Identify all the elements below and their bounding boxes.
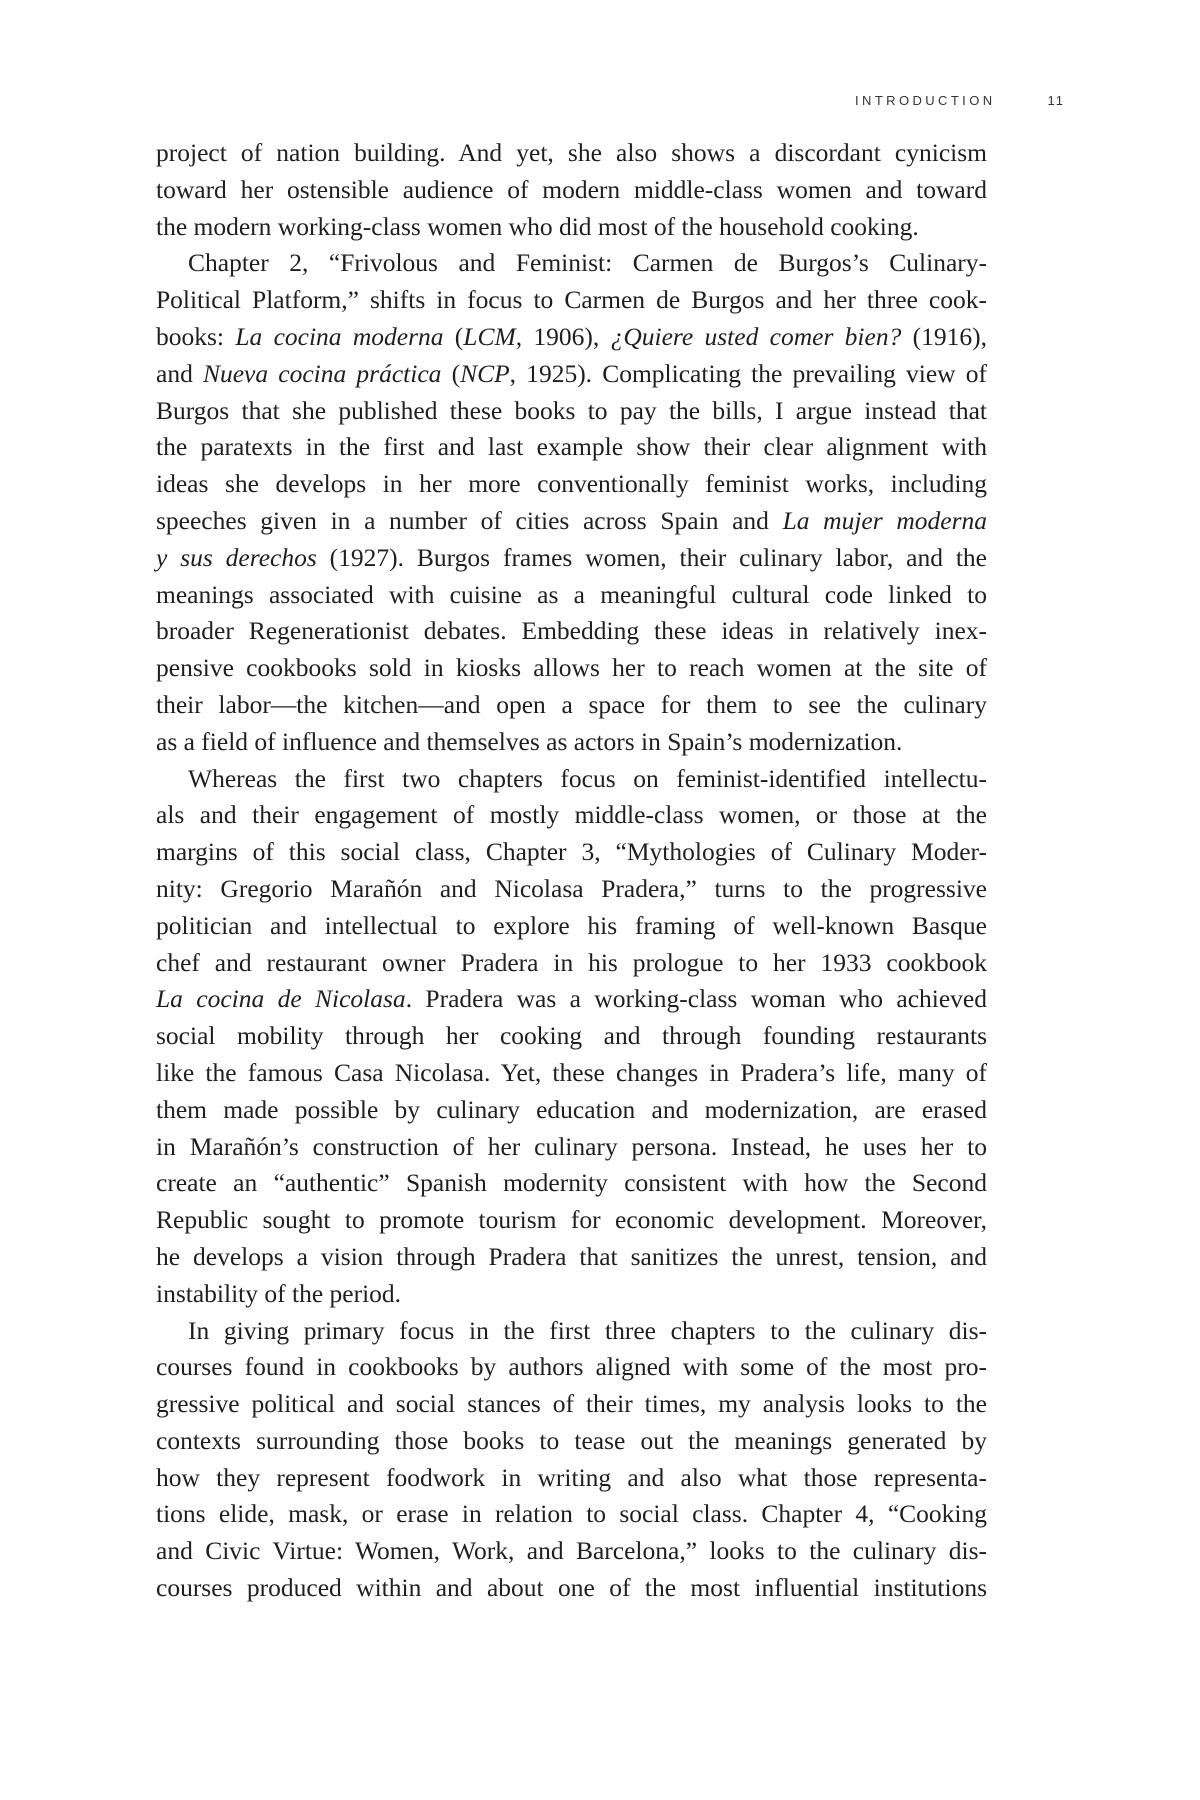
italic-title: ¿Quiere usted comer bien? — [610, 321, 902, 351]
text-run: Whereas the first two chapters focus on feminist-identified intellectu- — [188, 763, 987, 793]
text-run: create an “authentic” Spanish modernity consistent with how the Second — [156, 1168, 987, 1198]
text-run: broader Regenerationist debates. Embedding these ideas in relatively inex- — [156, 616, 987, 646]
text-line — [156, 1055, 987, 1092]
text-run: als and their engagement of mostly middle-class women, or those at the — [156, 800, 987, 830]
text-line — [156, 687, 987, 724]
text-run: . Pradera was a working-class woman who achieved — [405, 984, 987, 1014]
text-line — [156, 1423, 987, 1460]
italic-title: La cocina de Nicolasa — [156, 984, 406, 1014]
text-run: in Marañón’s construction of her culinary persona. Instead, he uses her to — [156, 1131, 987, 1161]
text-run: nity: Gregorio Marañón and Nicolasa Pradera,” turns to the progressive — [156, 873, 987, 903]
text-run: tions elide, mask, or erase in relation to social class. Chapter 4, “Cooking — [156, 1499, 987, 1529]
text-line — [156, 429, 987, 466]
text-run: pensive cookbooks sold in kiosks allows her to reach women at the site of — [156, 653, 987, 683]
text-run: toward her ostensible audience of modern middle-class women and toward — [156, 174, 987, 204]
text-line — [156, 1496, 987, 1533]
text-run: contexts surrounding those books to tease out the meanings generated by — [156, 1425, 987, 1455]
text-line — [156, 1460, 987, 1497]
italic-title: Nueva cocina práctica — [202, 358, 442, 388]
text-run: courses produced within and about one of the most influential institutions — [156, 1573, 987, 1603]
italic-title: LCM — [463, 321, 516, 351]
text-run: courses found in cookbooks by authors aligned with some of the most pro- — [156, 1352, 987, 1382]
text-line — [156, 981, 987, 1018]
text-run: the modern working-class women who did most of the household cooking. — [156, 211, 919, 241]
text-line — [156, 503, 987, 540]
text-line — [156, 577, 987, 614]
text-line — [156, 724, 987, 761]
text-run: he develops a vision through Pradera that sanitizes the unrest, tension, and — [156, 1241, 987, 1271]
text-run: like the famous Casa Nicolasa. Yet, these changes in Pradera’s life, many of — [156, 1057, 987, 1087]
text-line — [156, 209, 987, 246]
text-line — [156, 797, 987, 834]
text-run: chef and restaurant owner Pradera in his prologue to her 1933 cookbook — [156, 947, 987, 977]
text-line — [156, 1276, 987, 1313]
text-line — [156, 1202, 987, 1239]
text-run: ( — [441, 358, 461, 388]
text-run: ( — [443, 321, 464, 351]
text-run: project of nation building. And yet, she also shows a discordant cynicism — [156, 138, 987, 167]
text-run: politician and intellectual to explore his framing of well-known Basque — [156, 910, 987, 940]
body-text — [156, 135, 987, 1607]
text-run: In giving primary focus in the first three chapters to the culinary dis- — [188, 1315, 987, 1345]
text-line — [156, 1570, 987, 1607]
text-line — [156, 356, 987, 393]
text-line — [156, 650, 987, 687]
text-line — [156, 834, 987, 871]
text-run: margins of this social class, Chapter 3, “Mythologies of Culinary Moder- — [156, 837, 987, 867]
running-head — [855, 93, 1065, 108]
italic-title: NCP — [460, 358, 510, 388]
text-line — [156, 1533, 987, 1570]
text-run: gressive political and social stances of their times, my analysis looks to the — [156, 1389, 987, 1419]
text-line — [156, 540, 987, 577]
text-run: meanings associated with cuisine as a meaningful cultural code linked to — [156, 579, 987, 609]
text-run: their labor—the kitchen—and open a space for them to see the culinary — [156, 689, 987, 719]
text-run: how they represent foodwork in writing and also what those representa- — [156, 1462, 987, 1492]
text-line — [156, 466, 987, 503]
text-run: , 1906), — [515, 321, 611, 351]
text-line — [156, 1129, 987, 1166]
text-line — [156, 135, 987, 172]
text-line — [156, 761, 987, 798]
text-line — [156, 1092, 987, 1129]
text-line — [156, 393, 987, 430]
text-run: Chapter 2, “Frivolous and Feminist: Carmen de Burgos’s Culinary- — [188, 248, 987, 278]
text-run: , 1925). Complicating the prevailing view of — [509, 358, 987, 388]
text-run: (1916), — [901, 321, 987, 351]
italic-title: La cocina moderna — [235, 321, 444, 351]
text-run: them made possible by culinary education and modernization, are erased — [156, 1094, 987, 1124]
text-line — [156, 1018, 987, 1055]
text-line — [156, 1386, 987, 1423]
text-line — [156, 945, 987, 982]
text-run: Republic sought to promote tourism for economic development. Moreover, — [156, 1205, 987, 1235]
italic-title: La mujer moderna — [782, 505, 987, 535]
text-run: (1927). Burgos frames women, their culinary labor, and the — [316, 542, 987, 572]
text-line — [156, 172, 987, 209]
text-run: books: — [156, 321, 236, 351]
text-line — [156, 319, 987, 356]
text-line — [156, 1165, 987, 1202]
text-line — [156, 1239, 987, 1276]
text-run: ideas she develops in her more conventionally feminist works, including — [156, 469, 987, 499]
italic-title: y sus derechos — [156, 542, 317, 572]
text-line — [156, 1349, 987, 1386]
text-run: instability of the period. — [156, 1278, 402, 1308]
text-run: the paratexts in the first and last example show their clear alignment with — [156, 432, 987, 462]
text-line — [156, 1313, 987, 1350]
running-head-section: INTRODUCTION — [855, 93, 996, 108]
page-number: 11 — [1047, 93, 1065, 108]
text-line — [156, 908, 987, 945]
text-run: and — [156, 358, 203, 388]
text-run: Burgos that she published these books to pay the bills, I argue instead that — [156, 395, 987, 425]
text-line — [156, 613, 987, 650]
text-line — [156, 871, 987, 908]
text-line — [156, 245, 987, 282]
text-run: as a field of influence and themselves as actors in Spain’s modernization. — [156, 726, 903, 756]
text-run: and Civic Virtue: Women, Work, and Barcelona,” looks to the culinary dis- — [156, 1536, 987, 1566]
text-run: Political Platform,” shifts in focus to Carmen de Burgos and her three cook- — [156, 285, 987, 315]
text-run: speeches given in a number of cities across Spain and — [156, 505, 783, 535]
text-run: social mobility through her cooking and through founding restaurants — [156, 1021, 987, 1051]
text-line — [156, 282, 987, 319]
